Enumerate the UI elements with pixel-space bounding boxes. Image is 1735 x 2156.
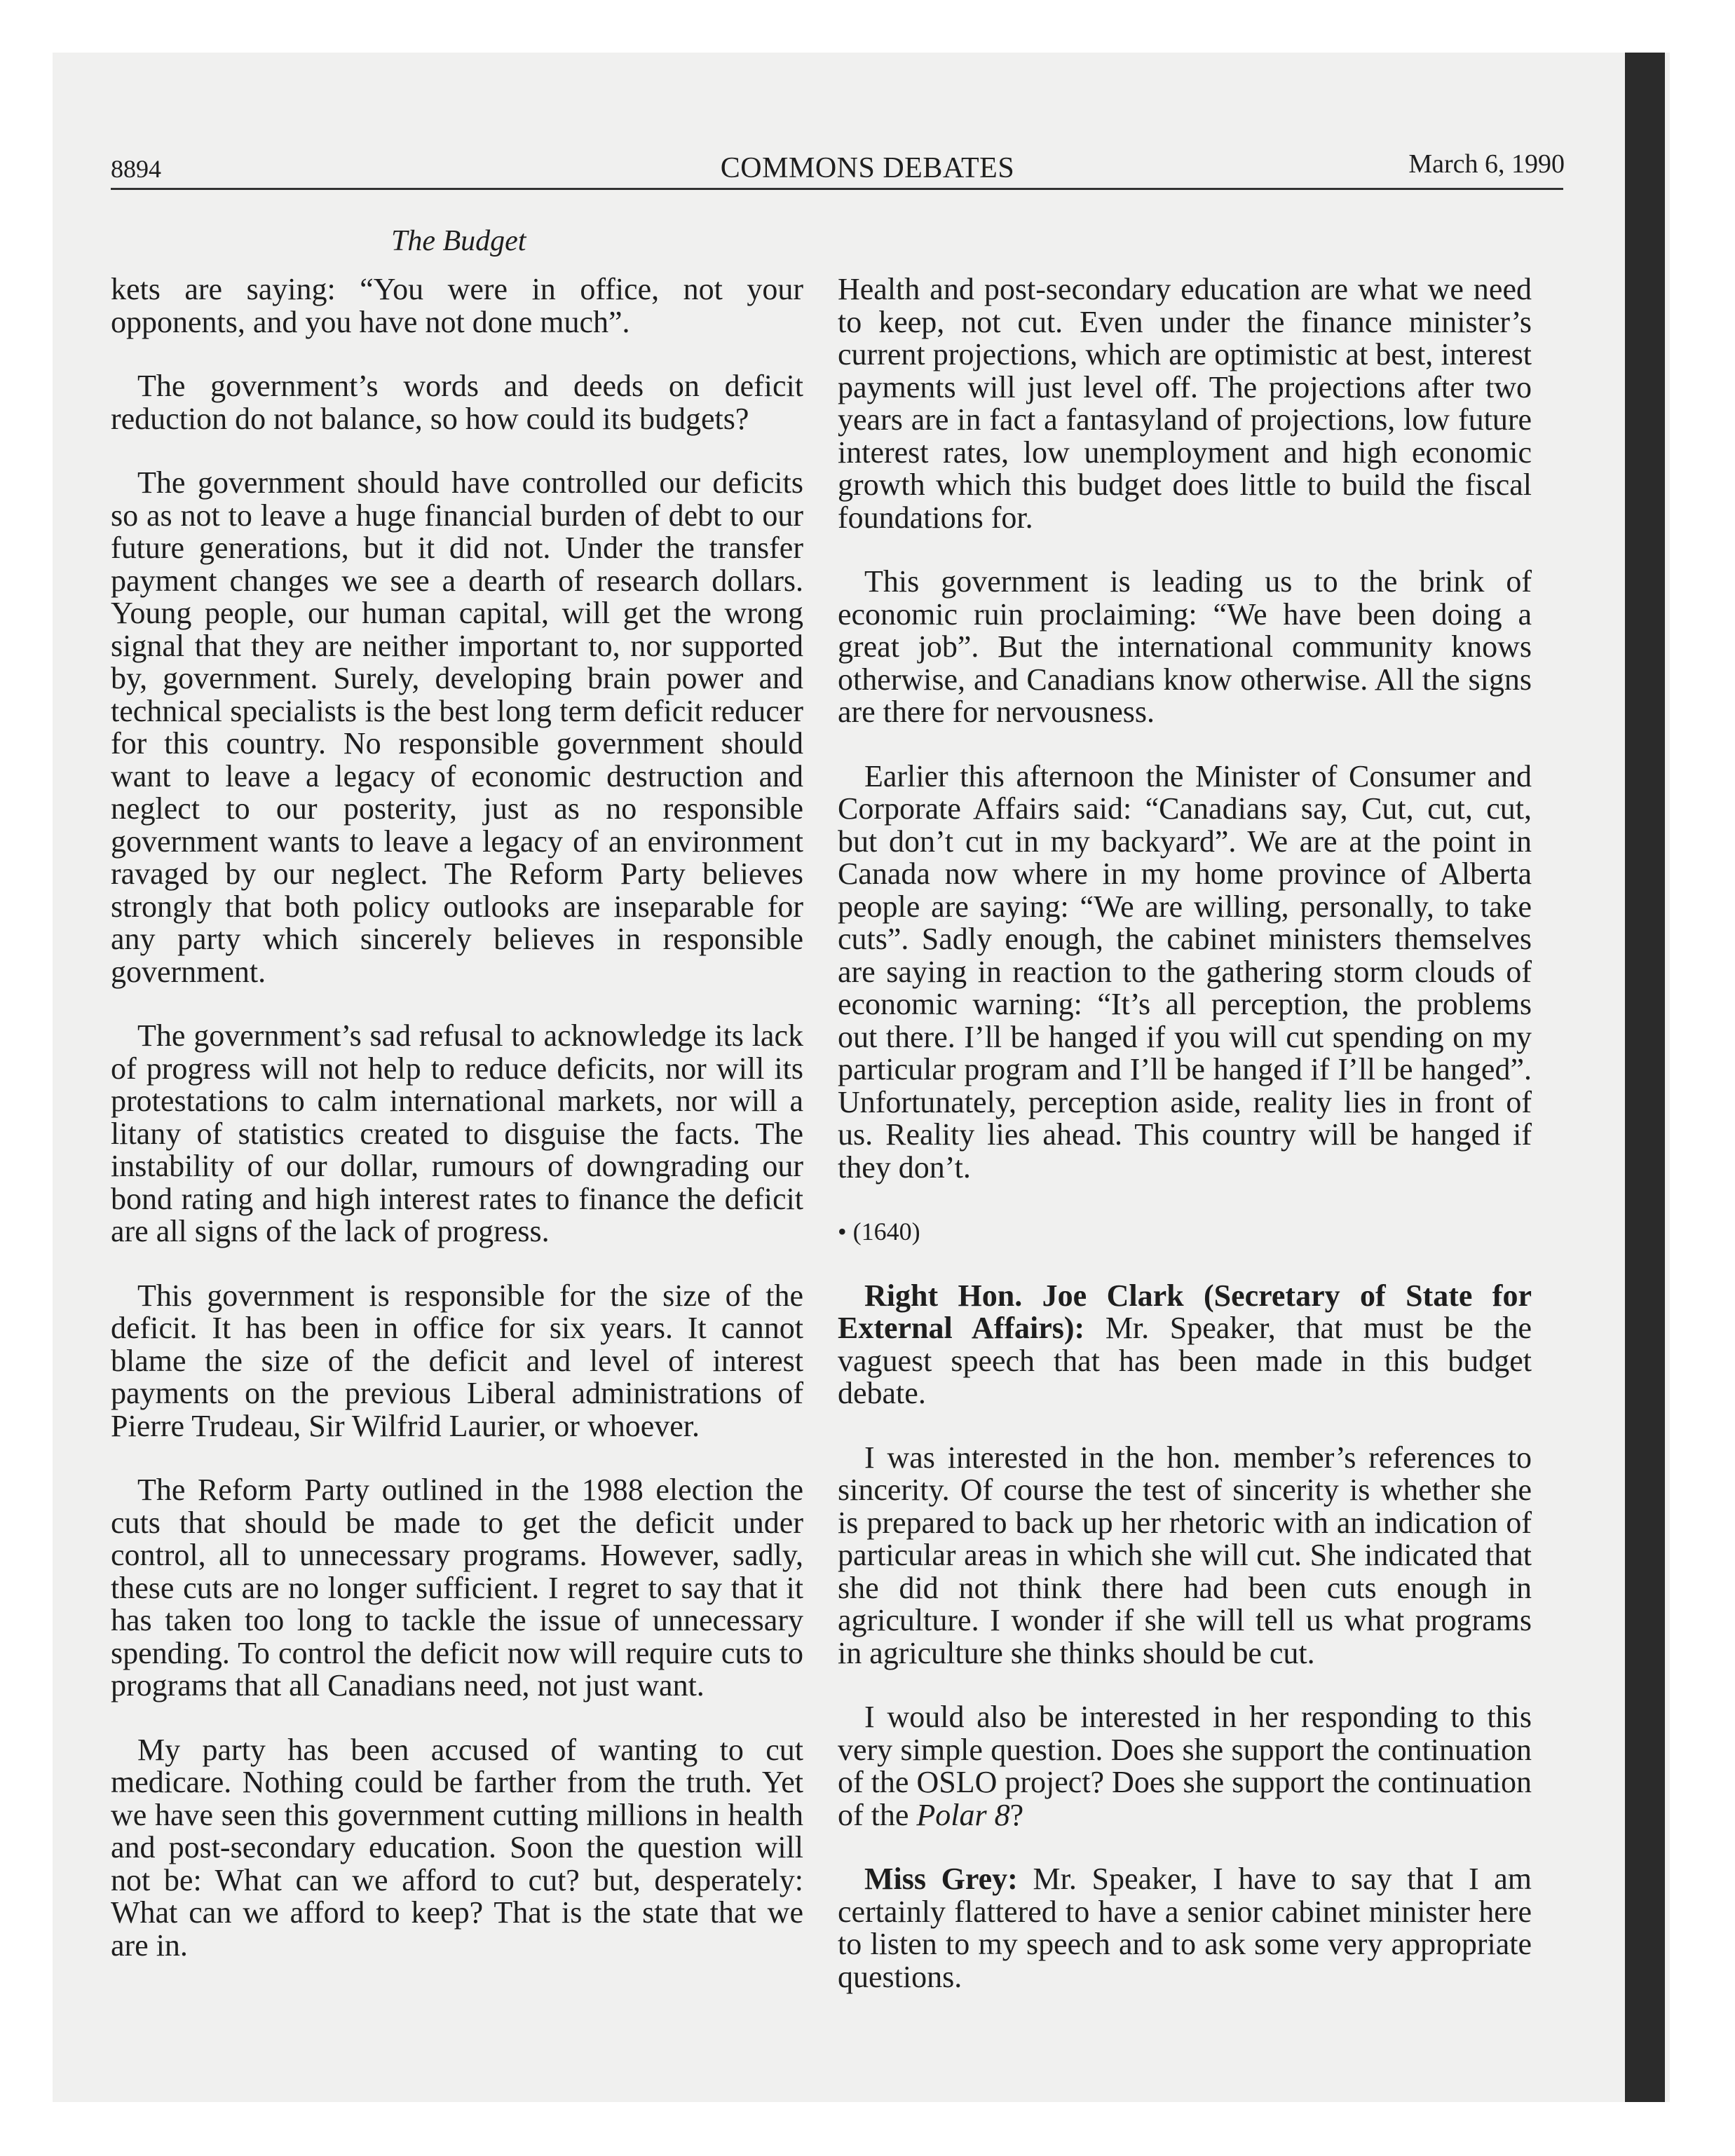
publication-title: COMMONS DEBATES bbox=[720, 152, 1015, 184]
paragraph: This government is responsible for the size of the deficit. It has been in office for six years. It cannot blame the size of the deficit and level of interest payments on the previous Liberal administrations of Pierre Trudeau, Sir Wilfrid Laurier, or whoever. bbox=[111, 1278, 803, 1443]
speech-text: Mr. Speaker, I have to say that I am certainly flattered to have a senior cabinet minister here to listen to my speech and to ask some very appropriate questions. bbox=[838, 1862, 1532, 1994]
paragraph: This government is leading us to the brink of economic ruin proclaiming: “We have been doing a great job”. But the international community knows otherwise, and Canadians know otherwise. All the signs are there for nervousness. bbox=[838, 564, 1532, 729]
paragraph: The government’s sad refusal to acknowledge its lack of progress will not help to reduce deficits, nor will its protestations to calm international markets, nor will a litany of statistics created to disguise the facts. The instability of our dollar, rumours of downgrading our bond rating and high interest rates to finance the deficit are all signs of the lack of progress. bbox=[111, 1018, 803, 1248]
speech-text: Mr. Speaker, that must be the vaguest speech that has been made in this budget debate. bbox=[838, 1311, 1532, 1410]
timestamp: • (1640) bbox=[838, 1217, 920, 1246]
paragraph: The government should have controlled our deficits so as not to leave a huge financial burden of debt to our future generations, but it did not. Under the transfer payment changes we see a dearth of research dollars. Young people, our human capital, will get the wrong signal that they are neither important to, nor supported by, government. Surely, developing brain power and technical specialists is the best long term deficit reducer for this country. No responsible government should want to leave a legacy of economic destruction and neglect to our posterity, just as no responsible government wants to leave a legacy of an environment ravaged by our neglect. The Reform Party believes strongly that both policy outlooks are inseparable for any party which sincerely believes in responsible government. bbox=[111, 465, 803, 989]
speech-grey bbox=[838, 1863, 1532, 1993]
publication-date: March 6, 1990 bbox=[1408, 149, 1565, 179]
paragraph: I was interested in the hon. member’s references to sincerity. Of course the test of sincerity is whether she is prepared to back up her rhetoric with an indication of particular areas in which she will cut. She indicated that she did not think there had been cuts enough in agriculture. I wonder if she will tell us what programs in agriculture she thinks should be cut. bbox=[838, 1440, 1532, 1670]
paragraph: My party has been accused of wanting to cut medicare. Nothing could be farther from the truth. Yet we have seen this government cutting millions in health and post-secondary education. Soon the question will not be: What can we afford to cut? but, desperately: What can we afford to keep? That is the state that we are in. bbox=[111, 1732, 803, 1963]
speech-clark bbox=[838, 1280, 1532, 1410]
paragraph: The government’s words and deeds on deficit reduction do not balance, so how could its budgets? bbox=[111, 369, 803, 436]
paragraph: The Reform Party outlined in the 1988 election the cuts that should be made to get the deficit under control, all to unnecessary programs. However, sadly, these cuts are no longer sufficient. I regret to say that it has taken too long to tackle the issue of unnecessary spending. To control the deficit now will require cuts to programs that all Canadians need, not just want. bbox=[111, 1473, 803, 1703]
paragraph: Earlier this afternoon the Minister of Consumer and Corporate Affairs said: “Canadians say, Cut, cut, cut, but don’t cut in my backyard”. We are at the point in Canada now where in my home province of Alberta people are saying: “We are willing, personally, to take cuts”. Sadly enough, the cabinet ministers themselves are saying in reaction to the gathering storm clouds of economic warning: “It’s all perception, the problems out there. I’ll be hanged if you will cut spending on my particular program and I’ll be hanged if I’ll be hanged”. Unfortunately, perception aside, reality lies in front of us. Reality lies ahead. This country will be hanged if they don’t. bbox=[838, 758, 1532, 1185]
speech-text: I would also be interested in her responding to this very simple question. Does she support the continuation of the OSLO project? Does she support the continuation of the bbox=[838, 1700, 1532, 1832]
scan-edge-shadow bbox=[1625, 53, 1665, 2102]
right-column bbox=[838, 273, 1532, 2025]
left-column bbox=[111, 273, 803, 1993]
paragraph: Health and post-secondary education are what we need to keep, not cut. Even under the finance minister’s current projections, which are optimistic at best, interest payments will just level off. The projections after two years are in fact a fantasyland of projections, low future interest rates, low unemployment and high economic growth which this budget does little to build the fiscal foundations for. bbox=[838, 272, 1532, 535]
paragraph: kets are saying: “You were in office, not your opponents, and you have not done much”. bbox=[111, 272, 803, 339]
italic-term: Polar 8 bbox=[916, 1797, 1010, 1832]
speech-text: ? bbox=[1009, 1797, 1024, 1832]
header-rule bbox=[111, 188, 1563, 190]
section-title: The Budget bbox=[391, 225, 526, 257]
page-number: 8894 bbox=[111, 155, 161, 183]
speaker-name: Right Hon. Joe Clark (Secretary of State for External Affairs): bbox=[838, 1278, 1532, 1345]
paragraph bbox=[838, 1701, 1532, 1831]
speaker-name: Miss Grey: bbox=[864, 1862, 1018, 1896]
